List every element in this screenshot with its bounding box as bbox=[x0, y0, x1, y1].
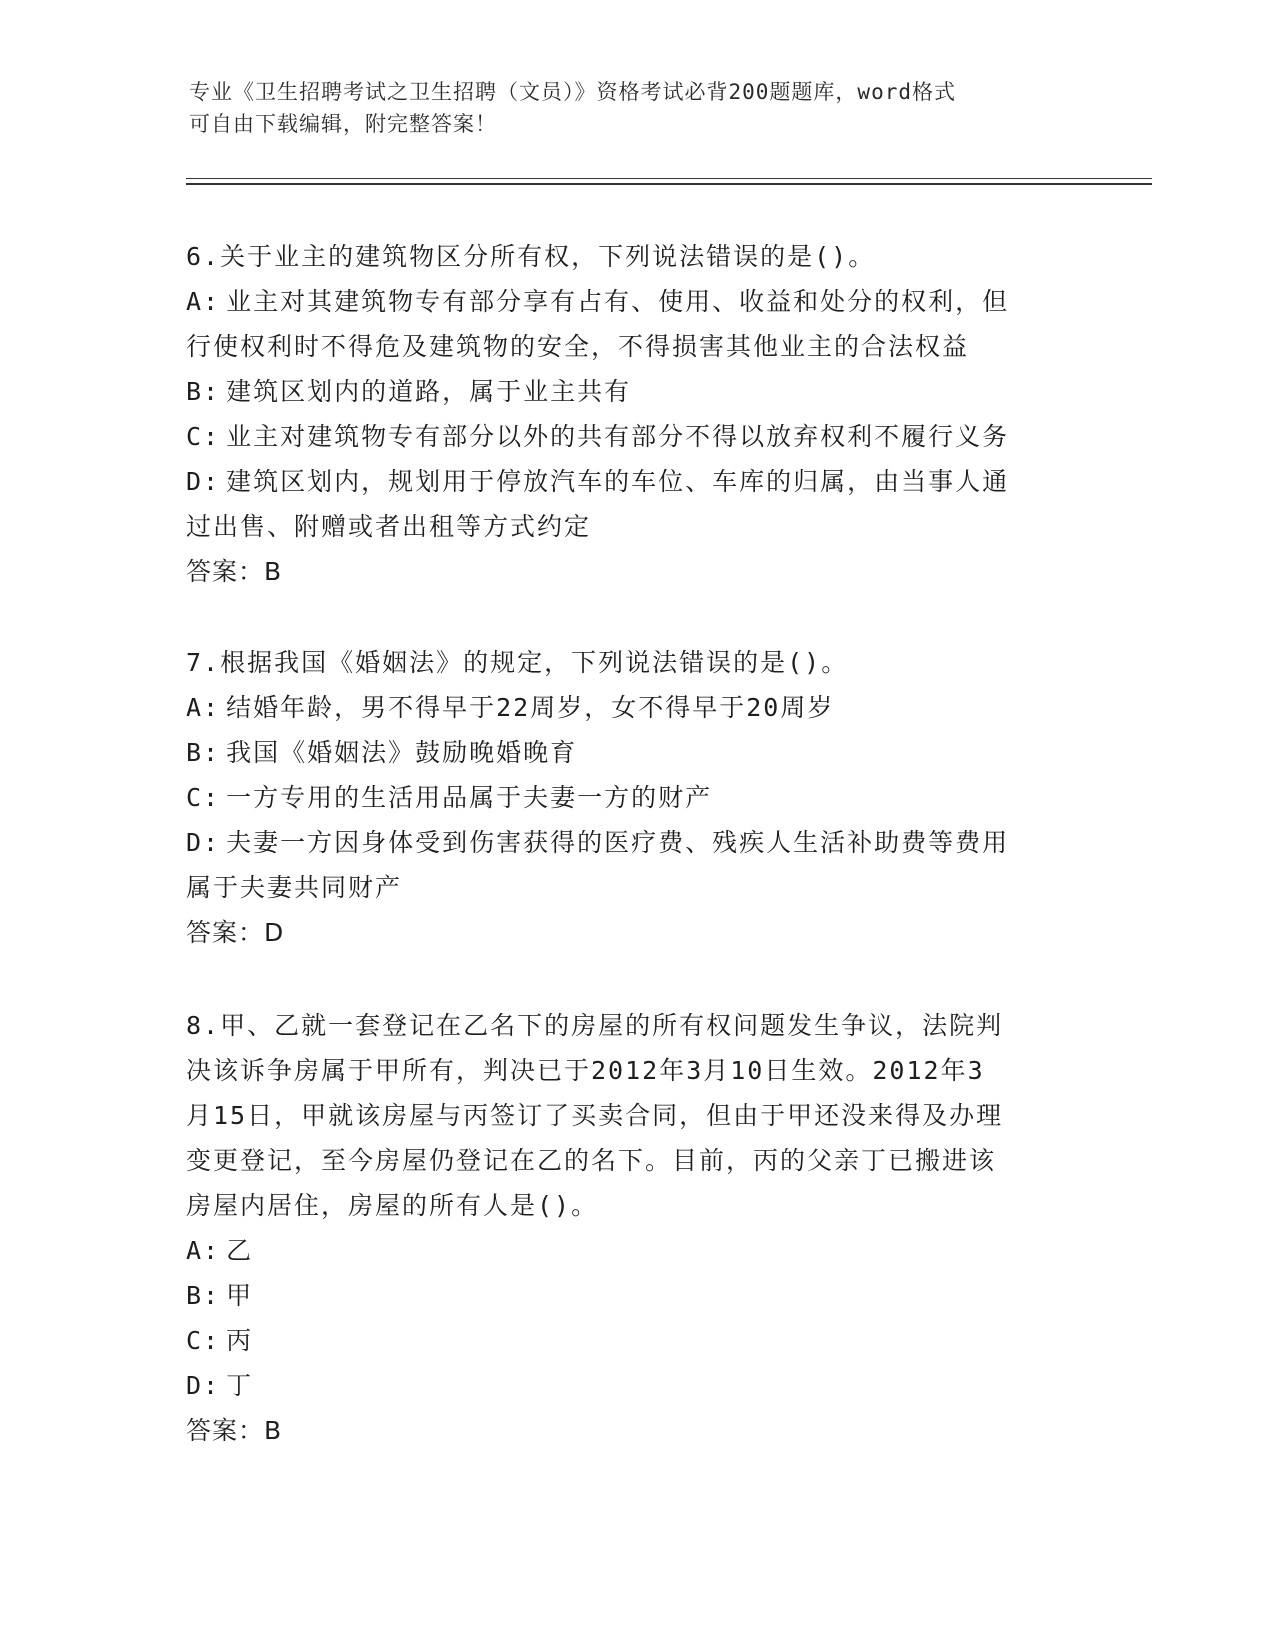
option-label: C: bbox=[186, 783, 221, 812]
option-d bbox=[186, 1363, 1086, 1408]
option-text: 丙 bbox=[226, 1326, 254, 1355]
question-7 bbox=[186, 640, 1086, 955]
option-a bbox=[186, 1228, 1086, 1273]
option-d bbox=[186, 459, 1086, 504]
option-c bbox=[186, 775, 1086, 820]
question-8 bbox=[186, 1003, 1086, 1453]
option-text: 建筑区划内的道路，属于业主共有 bbox=[226, 377, 632, 406]
option-label: D: bbox=[186, 828, 221, 857]
option-b bbox=[186, 730, 1086, 775]
option-a-continued: 行使权利时不得危及建筑物的安全，不得损害其他业主的合法权益 bbox=[186, 332, 970, 361]
option-text: 乙 bbox=[226, 1236, 254, 1265]
option-label: A: bbox=[186, 1236, 221, 1265]
option-label: B: bbox=[186, 377, 221, 406]
option-c bbox=[186, 414, 1086, 459]
question-stem: 变更登记，至今房屋仍登记在乙的名下。目前，丙的父亲丁已搬进该 bbox=[186, 1146, 997, 1175]
option-label: C: bbox=[186, 1326, 221, 1355]
answer-text: 答案：D bbox=[186, 918, 285, 947]
option-label: C: bbox=[186, 422, 221, 451]
option-d-continued: 属于夫妻共同财产 bbox=[186, 873, 403, 902]
option-text: 一方专用的生活用品属于夫妻一方的财产 bbox=[226, 783, 713, 812]
question-6 bbox=[186, 234, 1086, 594]
question-stem: 7.根据我国《婚姻法》的规定，下列说法错误的是()。 bbox=[186, 648, 849, 677]
option-text: 丁 bbox=[226, 1371, 254, 1400]
option-b bbox=[186, 1273, 1086, 1318]
header-line: 专业《卫生招聘考试之卫生招聘（文员）》资格考试必背200题题库，word格式 bbox=[189, 80, 956, 104]
option-label: A: bbox=[186, 693, 221, 722]
question-stem: 决该诉争房属于甲所有，判决已于2012年3月10日生效。2012年3 bbox=[186, 1056, 985, 1085]
option-text: 业主对建筑物专有部分以外的共有部分不得以放弃权利不履行义务 bbox=[226, 422, 1010, 451]
option-c bbox=[186, 1318, 1086, 1363]
option-a bbox=[186, 279, 1086, 324]
option-text: 建筑区划内，规划用于停放汽车的车位、车库的归属，由当事人通 bbox=[226, 467, 1010, 496]
question-stem: 月15日，甲就该房屋与丙签订了买卖合同，但由于甲还没来得及办理 bbox=[186, 1101, 1004, 1130]
option-label: B: bbox=[186, 1281, 221, 1310]
option-label: D: bbox=[186, 467, 221, 496]
option-text: 业主对其建筑物专有部分享有占有、使用、收益和处分的权利，但 bbox=[226, 287, 1010, 316]
document-header bbox=[189, 76, 1069, 140]
question-stem: 6.关于业主的建筑物区分所有权，下列说法错误的是()。 bbox=[186, 242, 876, 271]
option-label: D: bbox=[186, 1371, 221, 1400]
header-line: 可自由下载编辑，附完整答案！ bbox=[189, 112, 497, 136]
option-label: A: bbox=[186, 287, 221, 316]
option-d-continued: 过出售、附赠或者出租等方式约定 bbox=[186, 512, 592, 541]
answer-text: 答案：B bbox=[186, 557, 283, 586]
option-a bbox=[186, 685, 1086, 730]
option-text: 结婚年龄，男不得早于22周岁，女不得早于20周岁 bbox=[226, 693, 835, 722]
question-stem: 8.甲、乙就一套登记在乙名下的房屋的所有权问题发生争议，法院判 bbox=[186, 1011, 1004, 1040]
header-divider-thin bbox=[186, 178, 1152, 179]
option-label: B: bbox=[186, 738, 221, 767]
question-stem: 房屋内居住，房屋的所有人是()。 bbox=[186, 1191, 599, 1220]
option-text: 甲 bbox=[226, 1281, 254, 1310]
option-text: 我国《婚姻法》鼓励晚婚晚育 bbox=[226, 738, 578, 767]
option-d bbox=[186, 820, 1086, 865]
answer-text: 答案：B bbox=[186, 1416, 283, 1445]
header-divider-thick bbox=[186, 183, 1152, 185]
option-b bbox=[186, 369, 1086, 414]
option-text: 夫妻一方因身体受到伤害获得的医疗费、残疾人生活补助费等费用 bbox=[226, 828, 1010, 857]
